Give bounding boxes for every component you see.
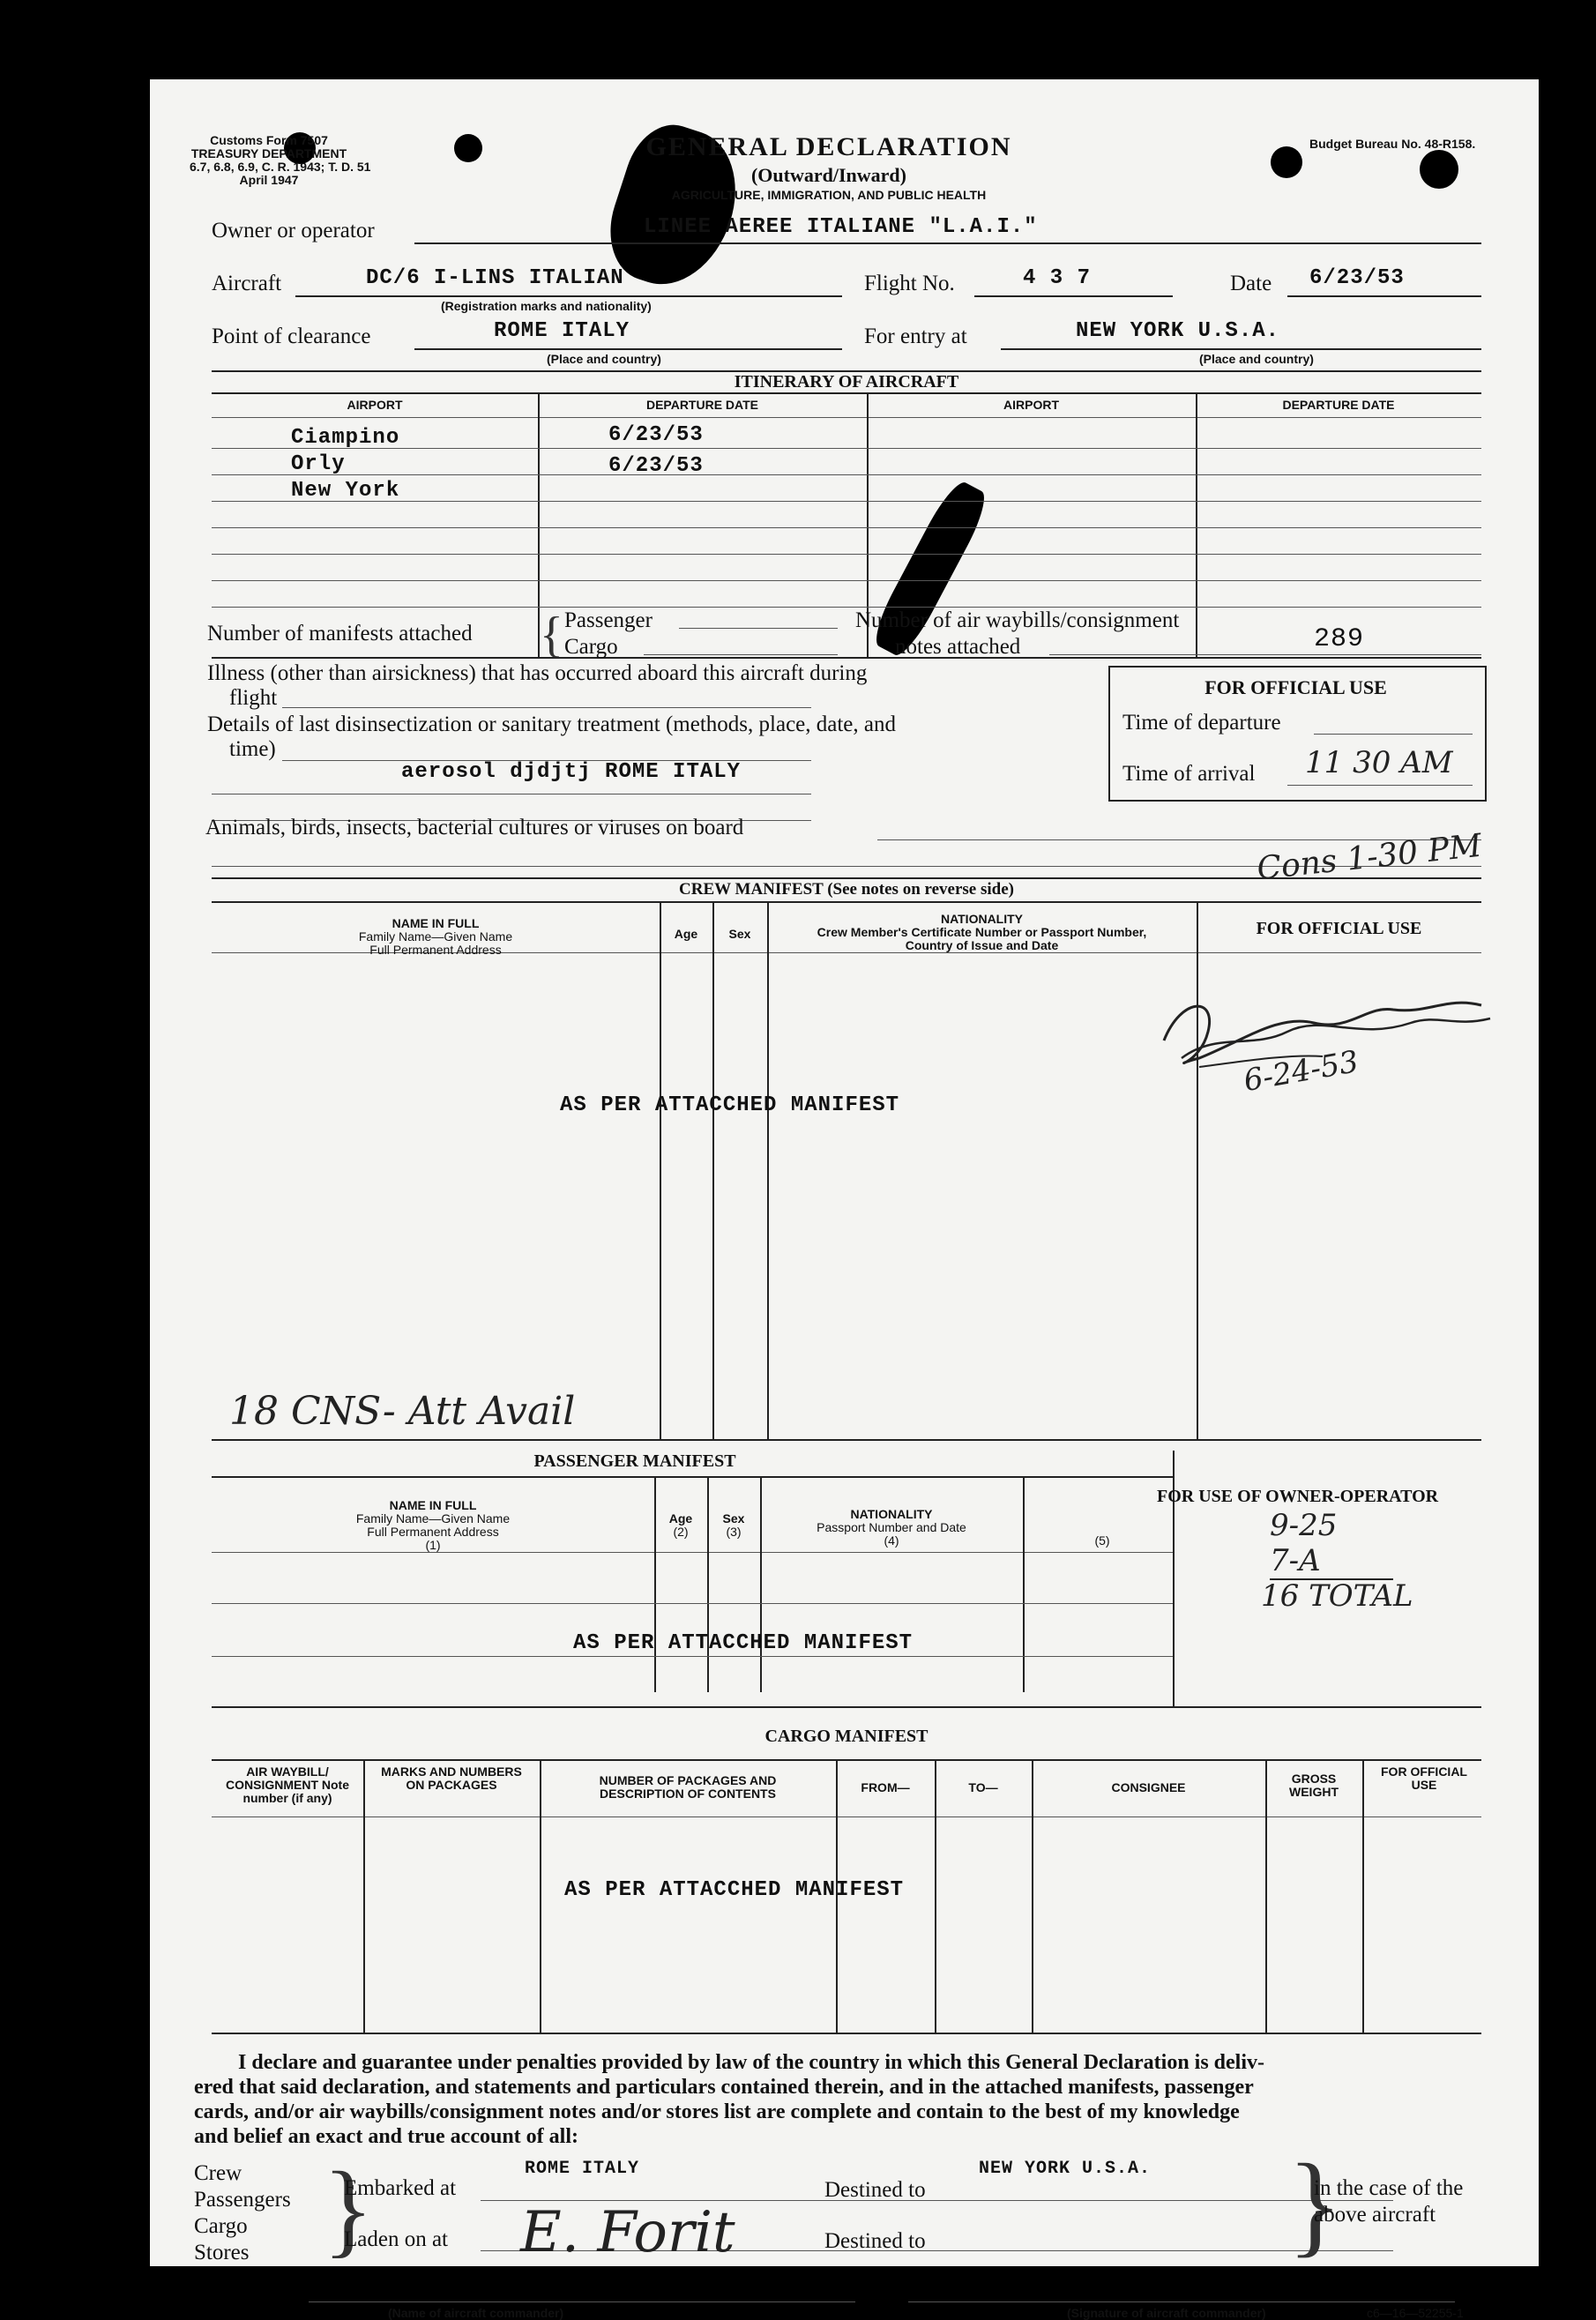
owner-note-total: 16 TOTAL xyxy=(1261,1578,1413,1614)
itinerary-col-airport-2: AIRPORT xyxy=(1003,398,1059,412)
crew-col-address: Full Permanent Address xyxy=(369,943,502,957)
itinerary-airport-1: Ciampino xyxy=(291,426,400,450)
commander-signature-caption: (Signature of aircraft commander) xyxy=(1067,2306,1266,2320)
commander-name-caption: (Name of aircraft commander) xyxy=(388,2306,564,2320)
commander-signature: E. Forit xyxy=(520,2200,735,2265)
departure-time-label: Time of departure xyxy=(1122,711,1281,735)
cargo-col-marks: MARKS AND NUMBERS ON PACKAGES xyxy=(381,1764,522,1792)
embarked-value: ROME ITALY xyxy=(525,2159,640,2179)
waybills-label-2: notes attached xyxy=(895,635,1021,659)
crew-col-name-sub: Family Name—Given Name xyxy=(358,929,513,944)
in-case-label-2: above aircraft xyxy=(1314,2203,1436,2227)
cargo-col-from: FROM— xyxy=(861,1780,910,1794)
clearance-value: ROME ITALY xyxy=(494,319,630,343)
crew-col-certificate: Crew Member's Certificate Number or Passport Number, xyxy=(817,925,1147,939)
manifests-passenger: Passenger xyxy=(564,608,653,632)
cargo-col-waybill: AIR WAYBILL/ CONSIGNMENT Note number (if any) xyxy=(226,1764,349,1805)
itinerary-col-airport: AIRPORT xyxy=(347,398,403,412)
destined-label-2: Destined to xyxy=(824,2229,926,2253)
disinsect-label-2: time) xyxy=(229,737,276,761)
official-signature-scribble xyxy=(1146,979,1499,1076)
treasury-label: TREASURY DEPARTMENT xyxy=(190,146,347,160)
owner-value: LINEE AEREE ITALIANE "L.A.I." xyxy=(644,215,1038,239)
punch-hole xyxy=(454,134,482,162)
destined-label: Destined to xyxy=(824,2178,926,2202)
aircraft-value: DC/6 I-LINS ITALIAN xyxy=(366,266,624,290)
declaration-line-4: and belief an exact and true account of all: xyxy=(194,2125,578,2148)
itinerary-airport-2: Orly xyxy=(291,452,346,476)
manifests-cargo: Cargo xyxy=(564,635,618,659)
illness-label-2: flight xyxy=(229,686,278,710)
itinerary-col-departure: DEPARTURE DATE xyxy=(645,398,759,412)
declaration-passengers: Passengers xyxy=(194,2188,291,2212)
animals-label: Animals, birds, insects, bacterial cultures or viruses on board xyxy=(205,816,744,839)
crew-col-official: FOR OFFICIAL USE xyxy=(1256,919,1422,938)
itinerary-col-departure-2: DEPARTURE DATE xyxy=(1282,398,1395,412)
owner-operator-label: FOR USE OF OWNER-OPERATOR xyxy=(1157,1487,1439,1506)
passenger-col-1: (1) xyxy=(425,1538,441,1552)
disinsect-label: Details of last disinsectization or sanitary treatment (methods, place, date, and xyxy=(207,712,896,736)
official-handwriting-2: 6-24-53 xyxy=(1241,1043,1361,1100)
declaration-cargo: Cargo xyxy=(194,2214,248,2238)
page-subtitle: (Outward/Inward) xyxy=(750,164,906,186)
flight-value: 4 3 7 xyxy=(1023,266,1092,290)
arrival-time-value: 11 30 AM xyxy=(1305,745,1453,780)
crew-col-nationality: NATIONALITY xyxy=(940,912,1024,926)
laden-label: Laden on at xyxy=(344,2227,449,2251)
budget-number: Budget Bureau No. 48-R158. xyxy=(1309,137,1476,151)
owner-label: Owner or operator xyxy=(212,219,375,242)
crew-col-age: Age xyxy=(674,927,698,941)
passenger-col-2: (2) xyxy=(673,1525,689,1539)
passenger-col-name: NAME IN FULL xyxy=(389,1498,477,1512)
print-code: c6—16—52255-1 xyxy=(1367,2306,1464,2320)
itinerary-title: ITINERARY OF AIRCRAFT xyxy=(734,372,959,392)
crew-col-issue: Country of Issue and Date xyxy=(905,938,1059,952)
passenger-manifest-title: PASSENGER MANIFEST xyxy=(533,1451,736,1471)
cargo-manifest-title: CARGO MANIFEST xyxy=(764,1727,929,1746)
flight-label: Flight No. xyxy=(864,272,955,295)
destined-value: NEW YORK U.S.A. xyxy=(979,2159,1152,2179)
cargo-col-weight: GROSS WEIGHT xyxy=(1289,1772,1339,1799)
cargo-col-packages: NUMBER OF PACKAGES AND DESCRIPTION OF CONTENTS xyxy=(599,1773,777,1801)
date-value: 6/23/53 xyxy=(1309,266,1405,290)
entry-label: For entry at xyxy=(864,325,967,348)
owner-note-2: 7-A xyxy=(1270,1543,1321,1578)
embarked-label: Embarked at xyxy=(344,2176,457,2200)
agencies-line: AGRICULTURE, IMMIGRATION, AND PUBLIC HEALTH xyxy=(671,188,987,202)
clearance-caption: (Place and country) xyxy=(547,352,661,366)
crew-stamp: AS PER ATTACCHED MANIFEST xyxy=(560,1093,900,1117)
clearance-label: Point of clearance xyxy=(212,325,371,348)
manifests-label: Number of manifests attached xyxy=(207,622,473,645)
cargo-col-official: FOR OFFICIAL USE xyxy=(1381,1764,1467,1792)
declaration-line-3: cards, and/or air waybills/consignment notes and/or stores list are complete and contain to the best of my knowledge xyxy=(194,2100,1240,2123)
punch-hole xyxy=(1420,150,1458,189)
illness-label: Illness (other than airsickness) that has occurred aboard this aircraft during xyxy=(207,661,868,685)
form-date: April 1947 xyxy=(239,173,299,187)
regulation-ref: 6.7, 6.8, 6.9, C. R. 1943; T. D. 51 xyxy=(190,160,371,174)
punch-hole xyxy=(1271,146,1302,178)
passenger-col-5: (5) xyxy=(1094,1533,1110,1548)
cargo-col-consignee: CONSIGNEE xyxy=(1111,1780,1186,1794)
passenger-col-passport: Passport Number and Date xyxy=(817,1520,966,1534)
aircraft-label: Aircraft xyxy=(212,272,282,295)
passenger-col-nationality: NATIONALITY xyxy=(850,1507,933,1521)
declaration-line-2: ered that said declaration, and statements and particulars contained therein, and in the attached manifests, passenger xyxy=(194,2076,1254,2099)
declaration-crew: Crew xyxy=(194,2161,242,2185)
torn-ink-blot xyxy=(868,477,994,661)
in-case-label-1: in the case of the xyxy=(1314,2176,1464,2200)
page-title: GENERAL DECLARATION xyxy=(645,132,1012,161)
itinerary-date-2: 6/23/53 xyxy=(608,454,704,478)
aircraft-caption: (Registration marks and nationality) xyxy=(441,299,652,313)
crew-col-name: NAME IN FULL xyxy=(392,916,480,930)
crew-manifest-title: CREW MANIFEST (See notes on reverse side) xyxy=(679,880,1014,899)
passenger-col-age: Age xyxy=(668,1511,693,1526)
waybills-value: 289 xyxy=(1314,624,1365,654)
passenger-col-sex: Sex xyxy=(722,1511,745,1526)
passenger-col-name-sub: Family Name—Given Name xyxy=(355,1511,511,1526)
itinerary-date-1: 6/23/53 xyxy=(608,423,704,447)
official-handwriting-1: Cons 1-30 PM xyxy=(1255,827,1484,888)
passenger-col-address: Full Permanent Address xyxy=(367,1525,499,1539)
waybills-label: Number of air waybills/consignment xyxy=(855,608,1180,632)
crew-col-sex: Sex xyxy=(728,927,751,941)
owner-note-1: 9-25 xyxy=(1270,1508,1338,1543)
itinerary-airport-3: New York xyxy=(291,479,400,503)
declaration-form: Customs Form 7507 TREASURY DEPARTMENT 6.7, 6.8, 6.9, C. R. 1943; T. D. 51 April 1947 GENERAL DECLARATION (Outward/Inward) AGRICULTURE, IMMIGRATION, AND PUBLIC HEALTH Budget Bureau No. 48-R158. Owner or operator LINEE AEREE ITALIANE "L.A.I." Aircraft DC/6 I-LINS ITALIAN (Registration marks and nationality) Flight No. 4 3 7 Date 6/23/53 Point of clearance ROME ITALY (Place and country) For entry at NEW YORK U.S.A. (Place and country) ITINERARY OF AIRCRAFT AIRPORT DEPARTURE DATE AIRPORT DEPARTURE DATE Ciampino 6/23/53 Orly 6/23/53 New York Number of manifests attached { Passenger Cargo Number of air waybills/consignment notes attached 289 Illness (other than airsickness) that has occurred aboard this aircraft during flight Details of last disinsectization or sanitary treatment (methods, place, date, and time) aerosol djdjtj ROME ITALY FOR OFFICIAL USE Time of departure Time of arrival 11 30 AM Animals, birds, insects, bacterial cultures or viruses on board CREW MANIFEST (See notes on reverse side) NAME IN FULL Family Name—Given Name Full Permanent Address Age Sex NATIONALITY Crew Member's Certificate Number or Passport Number, Country of Issue and Date FOR OFFICIAL USE AS PER ATTACCHED MANIFEST 18 CNS- Att Avail Cons 1-30 PM 6-24-53 PASSENGER MANIFEST NAME IN FULL Family Name—Given Name Full Permanent Address (1) Age (2) Sex (3) NATIONALITY Passport Number and Date (4) (5) FOR USE OF OWNER-OPERATOR AS PER ATTACCHED MANIFEST 9-25 7-A 16 TOTAL CARGO MANIFEST AIR WAYBILL/ CONSIGNMENT Note number (if any) MARKS AND NUMBERS ON PACKAGES NUMBER OF PACKAGES AND DESCRIPTION OF CONTENTS FROM— TO— CONSIGNEE GROSS WEIGHT FOR OFFICIAL USE AS PER ATTACCHED MANIFEST I declare and guarantee under penalties provided by law of the country in which this General Declaration is deliv- ered that said declaration, and statements and particulars contained therein, and in the attached manifests, passenger cards, and/or air waybills/consignment notes and/or stores list are complete and contain to the best of my knowledge and belief an exact and true account of all: Crew Passengers Cargo Stores } Embarked at ROME ITALY Destined to NEW YORK U.S.A. Laden on at Destined to E. Forit } in the case of the above aircraft (Name of aircraft commander) (Signature of aircraft commander) c6—16—52255-1 xyxy=(150,79,1539,2266)
form-number: Customs Form 7507 xyxy=(210,133,328,147)
arrival-time-label: Time of arrival xyxy=(1122,762,1256,786)
passenger-stamp: AS PER ATTACCHED MANIFEST xyxy=(573,1631,914,1655)
entry-caption: (Place and country) xyxy=(1199,352,1314,366)
date-label: Date xyxy=(1230,272,1272,295)
entry-value: NEW YORK U.S.A. xyxy=(1076,319,1280,343)
passenger-col-3: (3) xyxy=(726,1525,742,1539)
cargo-stamp: AS PER ATTACCHED MANIFEST xyxy=(564,1878,905,1902)
declaration-stores: Stores xyxy=(194,2241,250,2264)
crew-handwritten-note: 18 CNS- Att Avail xyxy=(229,1389,576,1434)
declaration-line-1: I declare and guarantee under penalties provided by law of the country in which this General Declaration is deliv- xyxy=(238,2051,1265,2074)
disinsect-value: aerosol djdjtj ROME ITALY xyxy=(401,760,742,784)
official-use-title: FOR OFFICIAL USE xyxy=(1204,676,1387,698)
passenger-col-4: (4) xyxy=(884,1533,899,1548)
cargo-col-to: TO— xyxy=(968,1780,998,1794)
